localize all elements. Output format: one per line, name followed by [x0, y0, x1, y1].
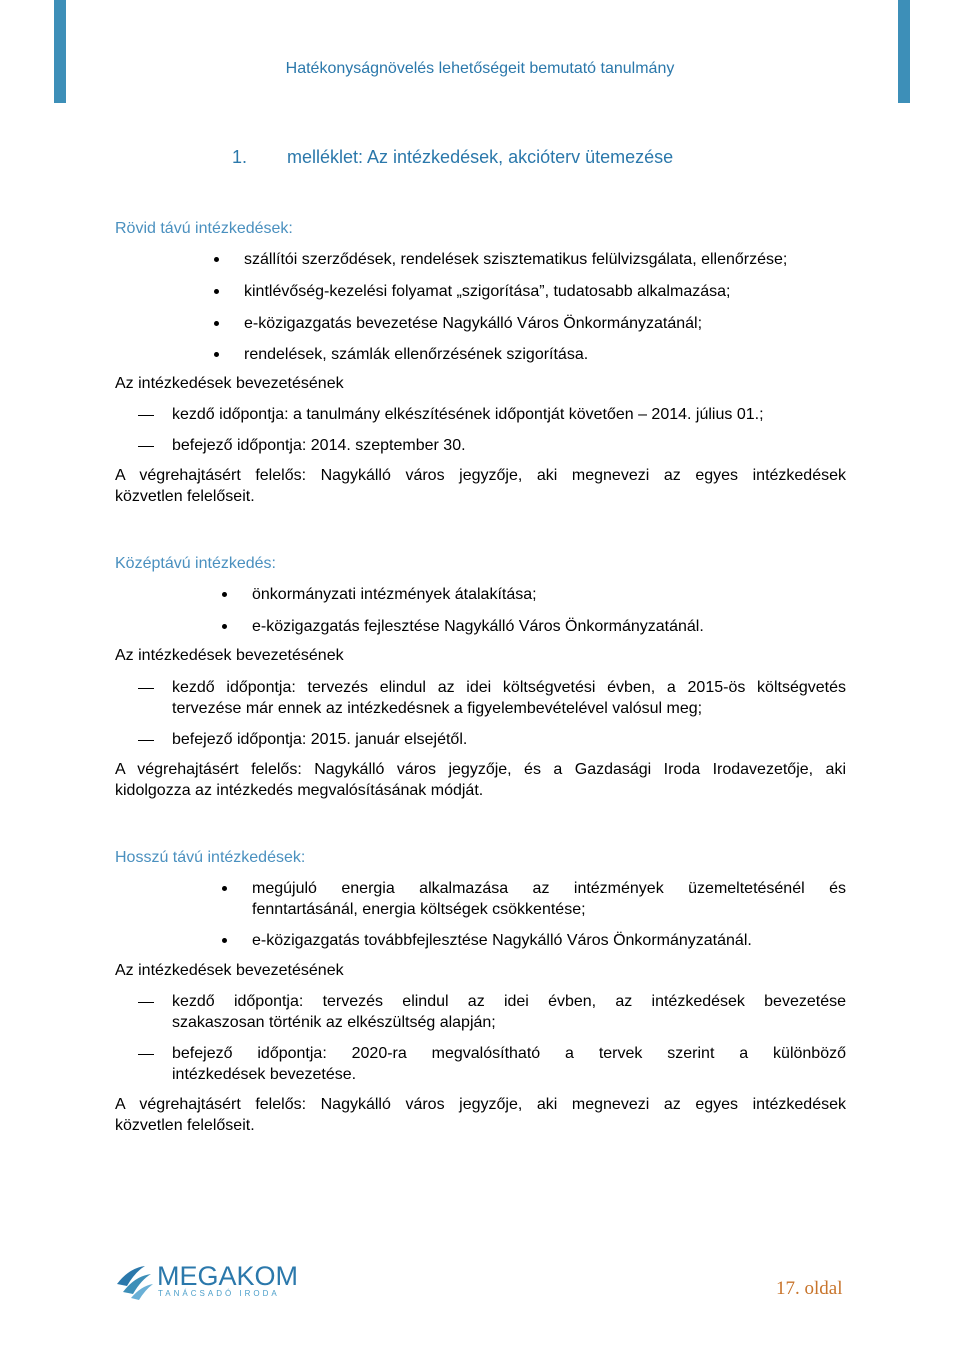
list-item: rendelések, számlák ellenőrzésének szigorítása.: [244, 346, 589, 363]
document-header-title: Hatékonyságnövelés lehetőségeit bemutató tanulmány: [285, 60, 675, 77]
list-item: szakaszosan történik az elkészültség alapján;: [172, 1014, 496, 1031]
list-item: befejező időpontja: 2014. szeptember 30.: [172, 437, 466, 454]
list-item: önkormányzati intézmények átalakítása;: [252, 586, 537, 603]
dash-icon: [138, 740, 154, 741]
list-item: e-közigazgatás továbbfejlesztése Nagykálló Város Önkormányzatánál.: [252, 932, 752, 949]
responsible-text: A végrehajtásért felelős: Nagykálló város jegyzője, aki megnevezi az egyes intézkedések: [115, 467, 846, 484]
responsible-text: A végrehajtásért felelős: Nagykálló város jegyzője, és a Gazdasági Iroda Irodavezetője, aki: [115, 761, 846, 778]
bullet-icon: [214, 257, 219, 262]
bullet-icon: [222, 624, 227, 629]
bullet-icon: [222, 592, 227, 597]
responsible-text: A végrehajtásért felelős: Nagykálló város jegyzője, aki megnevezi az egyes intézkedések: [115, 1096, 846, 1113]
intro-text: Az intézkedések bevezetésének: [115, 647, 344, 664]
bullet-icon: [222, 886, 227, 891]
heading-number: 1.: [232, 147, 248, 167]
logo-swoosh-icon: [115, 1262, 155, 1302]
bullet-icon: [214, 289, 219, 294]
list-item: e-közigazgatás bevezetése Nagykálló Város Önkormányzatánál;: [244, 315, 703, 332]
list-item: kezdő időpontja: tervezés elindul az idei évben, az intézkedések bevezetése: [172, 993, 846, 1010]
list-item: intézkedések bevezetése.: [172, 1066, 357, 1083]
list-item: tervezése már ennek az intézkedésnek a figyelembevételével valósul meg;: [172, 700, 703, 717]
dash-icon: [138, 1054, 154, 1055]
page-number: 17. oldal: [776, 1278, 843, 1299]
dash-icon: [138, 415, 154, 416]
bullet-icon: [214, 321, 219, 326]
page-heading: [232, 146, 673, 168]
heading-text: melléklet: Az intézkedések, akcióterv ütemezése: [287, 147, 674, 167]
list-item: e-közigazgatás fejlesztése Nagykálló Város Önkormányzatánál.: [252, 618, 704, 635]
section-title: Középtávú intézkedés:: [115, 555, 276, 572]
logo-subtitle: TANÁCSADÓ IRODA: [158, 1289, 280, 1298]
responsible-text: közvetlen felelőseit.: [115, 1117, 255, 1134]
logo-name: MEGAKOM: [157, 1261, 299, 1291]
bullet-icon: [214, 352, 219, 357]
responsible-text: kidolgozza az intézkedés megvalósításának módját.: [115, 782, 484, 799]
responsible-text: közvetlen felelőseit.: [115, 488, 255, 505]
list-item: szállítói szerződések, rendelések szisztematikus felülvizsgálata, ellenőrzése;: [244, 251, 788, 268]
list-item: kezdő időpontja: tervezés elindul az idei költségvetési évben, a 2015-ös költségvetés: [172, 679, 846, 696]
header-right-bar: [898, 0, 910, 103]
bullet-icon: [222, 938, 227, 943]
list-item: befejező időpontja: 2015. január elsejétől.: [172, 731, 468, 748]
list-item: megújuló energia alkalmazása az intézmények üzemeltetésénél és: [252, 880, 846, 897]
list-item: fenntartásánál, energia költségek csökkentése;: [252, 901, 586, 918]
company-logo: [115, 1261, 299, 1302]
section-title: Hosszú távú intézkedések:: [115, 849, 306, 866]
intro-text: Az intézkedések bevezetésének: [115, 375, 344, 392]
header-left-bar: [54, 0, 66, 103]
list-item: kintlévőség-kezelési folyamat „szigorítása”, tudatosabb alkalmazása;: [244, 283, 731, 300]
dash-icon: [138, 1002, 154, 1003]
list-item: kezdő időpontja: a tanulmány elkészítésének időpontját követően – 2014. július 01.;: [172, 406, 764, 423]
intro-text: Az intézkedések bevezetésének: [115, 962, 344, 979]
list-item: befejező időpontja: 2020-ra megvalósítható a tervek szerint a különböző: [172, 1045, 846, 1062]
section-title: Rövid távú intézkedések:: [115, 220, 293, 237]
dash-icon: [138, 688, 154, 689]
dash-icon: [138, 446, 154, 447]
